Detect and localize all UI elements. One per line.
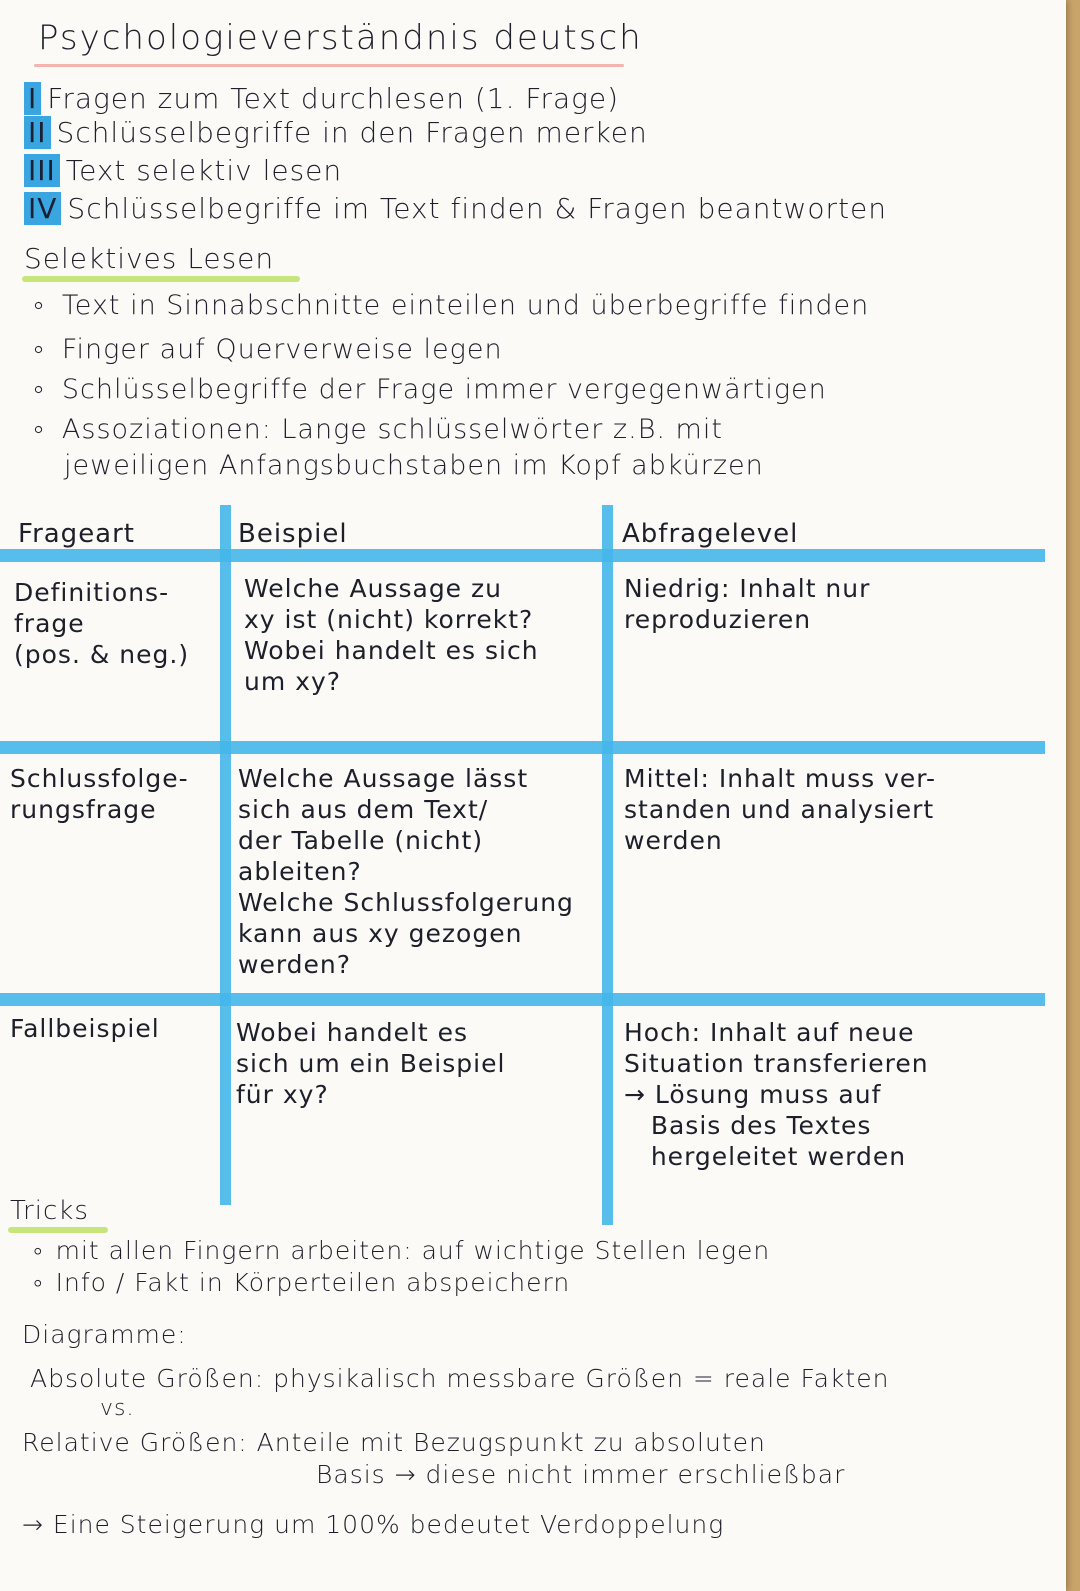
step-1-text: Fragen zum Text durchlesen (1. Frage) [47, 82, 620, 115]
selektives-bullet-4-text: Assoziationen: Lange schlüsselwörter z.B. mit [61, 414, 723, 445]
title-underline [34, 64, 624, 67]
table-row-3-level: Hoch: Inhalt auf neue Situation transferieren → Lösung muss auf Basis des Textes hergeleitet werden [624, 1018, 929, 1171]
table-row-2-example: Welche Aussage lässt sich aus dem Text/ der Tabelle (nicht) ableiten? Welche Schlussfolgerung kann aus xy gezogen werden? [238, 764, 574, 979]
table-row-3-example: Wobei handelt es sich um ein Beispiel für xy? [236, 1018, 506, 1109]
diagramme-heading: Diagramme: [22, 1320, 187, 1349]
table-row-3-type: Fallbeispiel [10, 1014, 160, 1043]
page-title: Psychologieverständnis deutsch [38, 18, 643, 58]
selektives-highlight [22, 276, 300, 282]
tricks-bullet-2: ∘ Info / Fakt in Körperteilen abspeichern [30, 1268, 571, 1297]
table-header-frageart: Frageart [18, 519, 136, 549]
table-row-1-level: Niedrig: Inhalt nur reproduzieren [624, 574, 871, 634]
selektives-bullet-3: ∘ Schlüsselbegriffe der Frage immer vergegenwärtigen [30, 374, 827, 405]
relative-sizes-line-1: Relative Größen: Anteile mit Bezugspunkt zu absoluten [22, 1428, 766, 1457]
step-3 [24, 154, 342, 187]
versus-label: vs. [100, 1396, 135, 1421]
table-row-2-type: Schlussfolge- rungsfrage [10, 764, 189, 824]
tricks-highlight [8, 1227, 108, 1233]
table-row-divider-1 [0, 741, 1045, 754]
selektives-bullet-3-text: Schlüsselbegriffe der Frage immer vergegenwärtigen [61, 374, 827, 405]
selektives-bullet-4: ∘ Assoziationen: Lange schlüsselwörter z.B. mit [30, 414, 723, 445]
tricks-bullet-1: ∘ mit allen Fingern arbeiten: auf wichtige Stellen legen [30, 1236, 771, 1265]
table-col-divider-2 [602, 505, 613, 1225]
relative-sizes-line-2: Basis → diese nicht immer erschließbar [316, 1460, 846, 1489]
tricks-bullet-1-text: mit allen Fingern arbeiten: auf wichtige Stellen legen [55, 1236, 771, 1265]
step-4-text: Schlüsselbegriffe im Text finden & Fragen beantworten [67, 192, 888, 225]
tricks-heading: Tricks [10, 1196, 89, 1226]
step-1-number: I [24, 82, 41, 115]
step-2-number: II [24, 116, 51, 149]
question-type-table [0, 505, 1066, 1225]
step-3-number: III [24, 154, 60, 187]
table-row-divider-2 [0, 993, 1045, 1006]
table-row-1-type: Definitions- frage (pos. & neg.) [14, 578, 190, 669]
table-col-divider-1 [220, 505, 231, 1205]
absolute-sizes: Absolute Größen: physikalisch messbare Größen = reale Fakten [30, 1364, 890, 1393]
tricks-bullet-2-text: Info / Fakt in Körperteilen abspeichern [55, 1268, 571, 1297]
selektives-bullet-1: ∘ Text in Sinnabschnitte einteilen und überbegriffe finden [30, 290, 870, 321]
table-header-beispiel: Beispiel [238, 519, 348, 549]
table-header-abfragelevel: Abfragelevel [622, 519, 799, 549]
step-3-text: Text selektiv lesen [65, 154, 343, 187]
table-row-2-level: Mittel: Inhalt muss ver- standen und analysiert werden [624, 764, 936, 855]
step-1 [24, 82, 619, 115]
selektives-bullet-1-text: Text in Sinnabschnitte einteilen und überbegriffe finden [61, 290, 870, 321]
table-header-divider [0, 549, 1045, 562]
step-4 [24, 192, 887, 225]
table-row-1-example: Welche Aussage zu xy ist (nicht) korrekt? Wobei handelt es sich um xy? [244, 574, 539, 696]
step-2 [24, 116, 648, 149]
selektives-heading: Selektives Lesen [24, 242, 275, 275]
selektives-bullet-2-text: Finger auf Querverweise legen [61, 334, 503, 365]
selektives-bullet-4-cont: jeweiligen Anfangsbuchstaben im Kopf abkürzen [64, 450, 764, 481]
selektives-bullet-2: ∘ Finger auf Querverweise legen [30, 334, 503, 365]
doubling-note: → Eine Steigerung um 100% bedeutet Verdoppelung [22, 1510, 725, 1539]
step-2-text: Schlüsselbegriffe in den Fragen merken [56, 116, 648, 149]
step-4-number: IV [24, 192, 61, 225]
